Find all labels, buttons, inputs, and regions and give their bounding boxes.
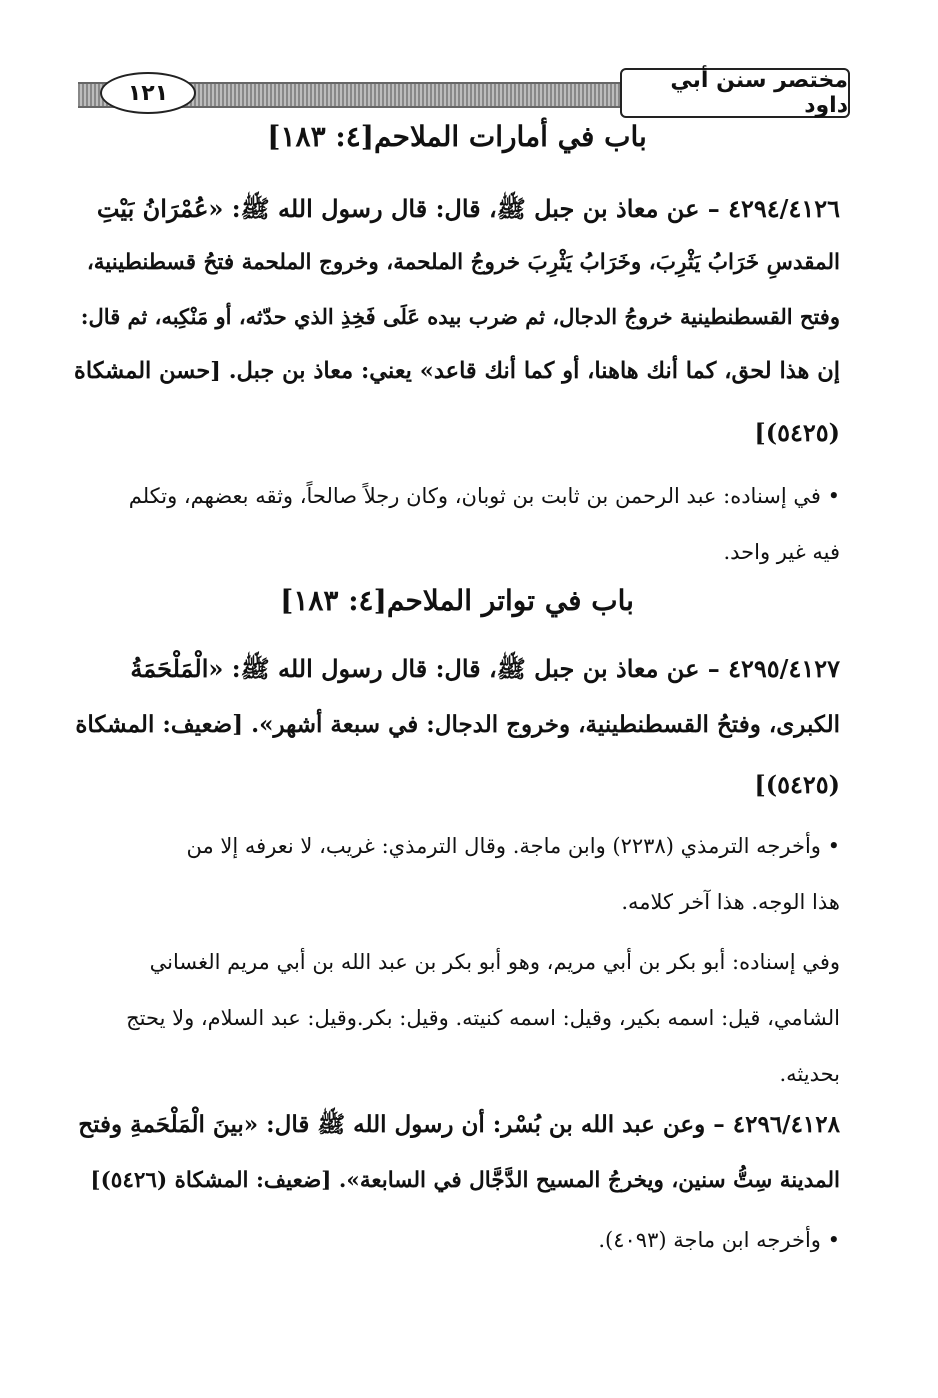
hadith-4294-line-2: المقدسِ خَرَابُ يَثْرِبَ، وخَرَابُ يَثْرِبَ خروجُ الملحمة، وخروج الملحمة فتحُ قسطنطينية، xyxy=(86,250,840,275)
hadith-4296-line-1: ٤٢٩٦/٤١٢٨ – وعن عبد الله بن بُسْر: أن رسول الله ﷺ قال: «بينَ الْمَلْحَمةِ وفتح xyxy=(78,1111,840,1138)
book-title: مختصر سنن أبي داود xyxy=(620,68,850,118)
running-header xyxy=(70,68,850,124)
hadith-4294-line-4: إن هذا لحق، كما أنك هاهنا، أو كما أنك قاعد» يعني: معاذ بن جبل. [حسن المشكاة xyxy=(74,358,840,384)
page-number: ١٢١ xyxy=(100,72,196,114)
chapter-heading-1: باب في أمارات الملاحم[٤: ١٨٣] xyxy=(267,120,647,153)
hadith-4295-line-1: ٤٢٩٥/٤١٢٧ – عن معاذ بن جبل ﷺ، قال: قال رسول الله ﷺ: «الْمَلْحَمَةُ xyxy=(130,654,840,683)
hadith-4294-line-5: (٥٤٢٥)] xyxy=(754,418,840,447)
hadith-4294-line-3: وفتح القسطنطينية خروجُ الدجال، ثم ضرب بيده عَلَى فَخِذِ الذي حدّثه، أو مَنْكِبه، ثم قال: xyxy=(80,304,840,329)
hadith-4295-line-3: (٥٤٢٥)] xyxy=(754,770,840,799)
note-4296-line-1: • وأخرجه ابن ماجة (٤٠٩٣). xyxy=(598,1228,840,1252)
chapter-heading-2: باب في تواتر الملاحم[٤: ١٨٣] xyxy=(280,584,634,617)
note-4295-line-3: وفي إسناده: أبو بكر بن أبي مريم، وهو أبو بكر بن عبد الله بن أبي مريم الغساني xyxy=(149,950,840,974)
note-4294-line-2: فيه غير واحد. xyxy=(723,540,840,564)
hadith-4294-line-1: ٤٢٩٤/٤١٢٦ – عن معاذ بن جبل ﷺ، قال: قال رسول الله ﷺ: «عُمْرَانُ بَيْتِ xyxy=(96,194,840,223)
hadith-4295-line-2: الكبرى، وفتحُ القسطنطينية، وخروج الدجال: في سبعة أشهر». [ضعيف: المشكاة xyxy=(75,711,840,738)
hadith-4296-line-2: المدينة سِتُّ سنين، ويخرجُ المسيح الدَّجَّال في السابعة». [ضعيف: المشكاة (٥٤٢٦)] xyxy=(90,1168,840,1193)
note-4295-line-1: • وأخرجه الترمذي (٢٢٣٨) وابن ماجة. وقال الترمذي: غريب، لا نعرفه إلا من xyxy=(186,834,840,858)
note-4295-line-5: بحديثه. xyxy=(779,1062,840,1086)
note-4295-line-4: الشامي، قيل: اسمه بكير، وقيل: اسمه كنيته. وقيل: بكر.وقيل: عبد السلام، ولا يحتج xyxy=(126,1006,840,1030)
note-4294-line-1: • في إسناده: عبد الرحمن بن ثابت بن ثوبان، وكان رجلاً صالحاً، وثقه بعضهم، وتكلم xyxy=(128,484,840,508)
note-4295-line-2: هذا الوجه. هذا آخر كلامه. xyxy=(621,890,840,914)
